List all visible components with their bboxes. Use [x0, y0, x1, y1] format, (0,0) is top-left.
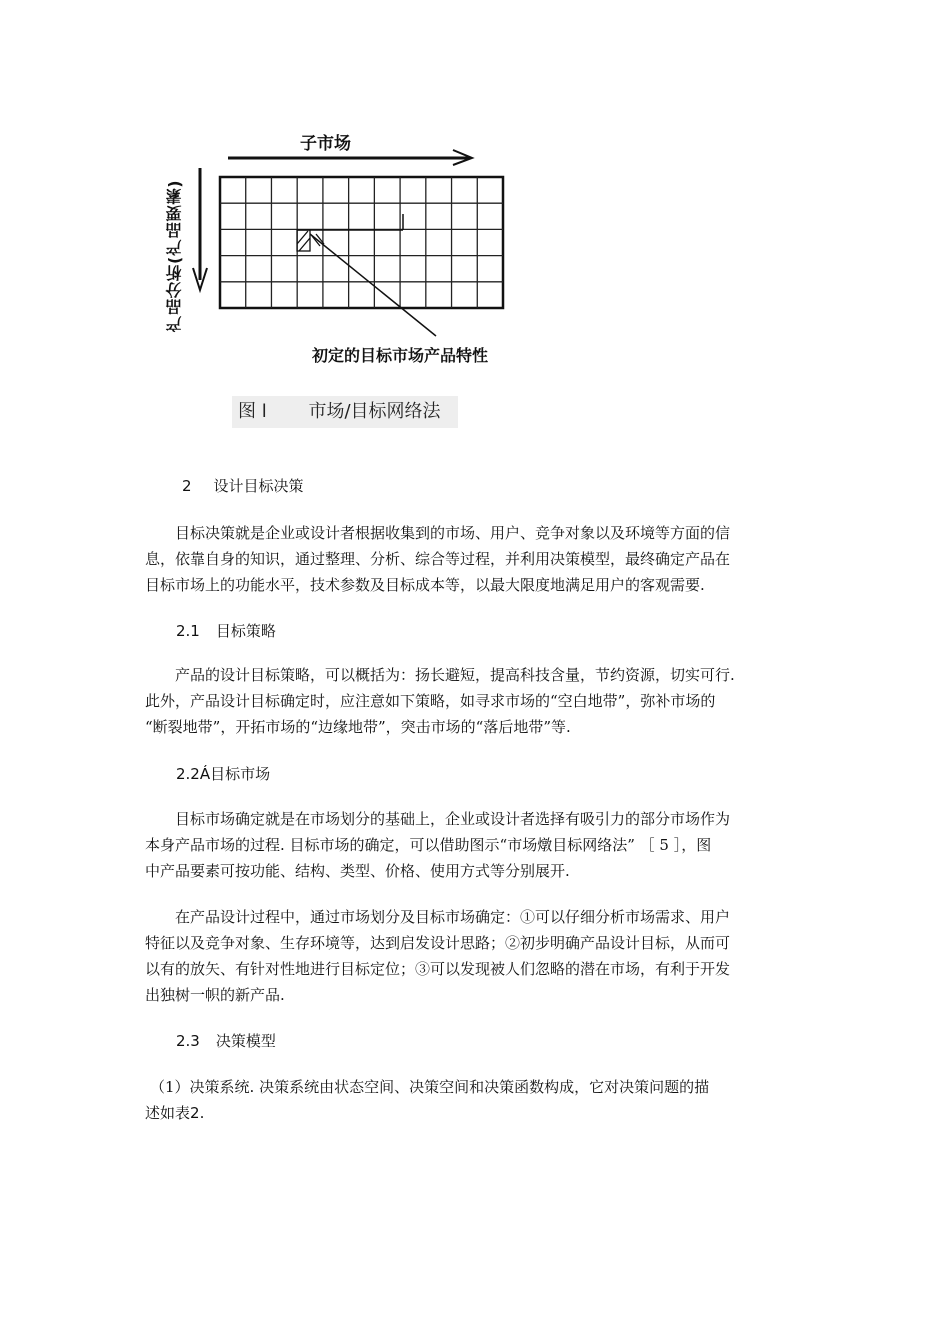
figure-caption [232, 396, 458, 428]
paragraph-line: 目标决策就是企业或设计者根据收集到的市场、用户、竞争对象以及环境等方面的信 [175, 524, 731, 542]
paragraph-line: 本身产品市场的过程. 目标市场的确定，可以借助图示“市场燉目标网络法” ［ 5 ］，图 [145, 836, 712, 854]
section-number: 2.1 [176, 622, 200, 640]
section-2-heading [182, 475, 304, 496]
section-2-2-heading [176, 763, 270, 784]
paragraph-line: 以有的放矢、有针对性地进行目标定位；③可以发现被人们忽略的潜在市场，有利于开发 [145, 960, 731, 978]
grid-diagram [160, 110, 540, 430]
paragraph-line: 息，依靠自身的知识，通过整理、分析、综合等过程，并利用决策模型，最终确定产品在 [145, 550, 731, 568]
paragraph-line: （1）决策系统. 决策系统由状态空间、决策空间和决策函数构成，它对决策问题的描 [150, 1078, 710, 1096]
paragraph-line: 出独树一帜的新产品. [145, 986, 285, 1004]
subsegment-label: 子市场 [300, 134, 351, 154]
leader-line [310, 234, 436, 336]
paragraph-line: 目标市场上的功能水平，技术参数及目标成本等，以最大限度地满足用户的客观需要. [145, 576, 705, 594]
paragraph-line: 在产品设计过程中，通过市场划分及目标市场确定：①可以仔细分析市场需求、用户 [175, 908, 731, 926]
paragraph-line: 目标市场确定就是在市场划分的基础上，企业或设计者选择有吸引力的部分市场作为 [175, 810, 731, 828]
section-title: 设计目标决策 [213, 477, 304, 495]
figure-caption-number: 图 l [238, 401, 267, 422]
section-2-3-heading [176, 1030, 276, 1051]
paragraph-line: 产品的设计目标策略，可以概括为：扬长避短，提高科技含量，节约资源，切实可行. [175, 666, 735, 684]
paragraph-line: 述如表2. [145, 1104, 205, 1122]
section-title: 决策模型 [215, 1032, 276, 1050]
target-product-label: 初定的目标市场产品特性 [312, 346, 489, 365]
figure-caption-text: 市场/目标网络法 [308, 401, 441, 422]
section-number: 2.2Á [176, 765, 211, 783]
paragraph-line: “断裂地带”，开拓市场的“边缘地带”，突击市场的“落后地带”等. [145, 718, 571, 736]
section-title: 目标市场 [210, 765, 271, 783]
section-2-1-heading [176, 620, 276, 641]
product-analysis-label: 产品分析(产品要素) [165, 179, 184, 332]
section-number: 2 [182, 477, 192, 495]
section-title: 目标策略 [215, 622, 276, 640]
grid-outline [220, 177, 503, 308]
paragraph-line: 此外，产品设计目标确定时，应注意如下策略，如寻求市场的“空白地带”，弥补市场的 [145, 692, 716, 710]
paragraph-line: 中产品要素可按功能、结构、类型、价格、使用方式等分别展开. [145, 862, 570, 880]
section-number: 2.3 [176, 1032, 200, 1050]
paragraph-line: 特征以及竞争对象、生存环境等，达到启发设计思路；②初步明确产品设计目标，从而可 [145, 934, 731, 952]
figure-market-target-grid [160, 110, 540, 430]
grid-lines [220, 177, 503, 308]
